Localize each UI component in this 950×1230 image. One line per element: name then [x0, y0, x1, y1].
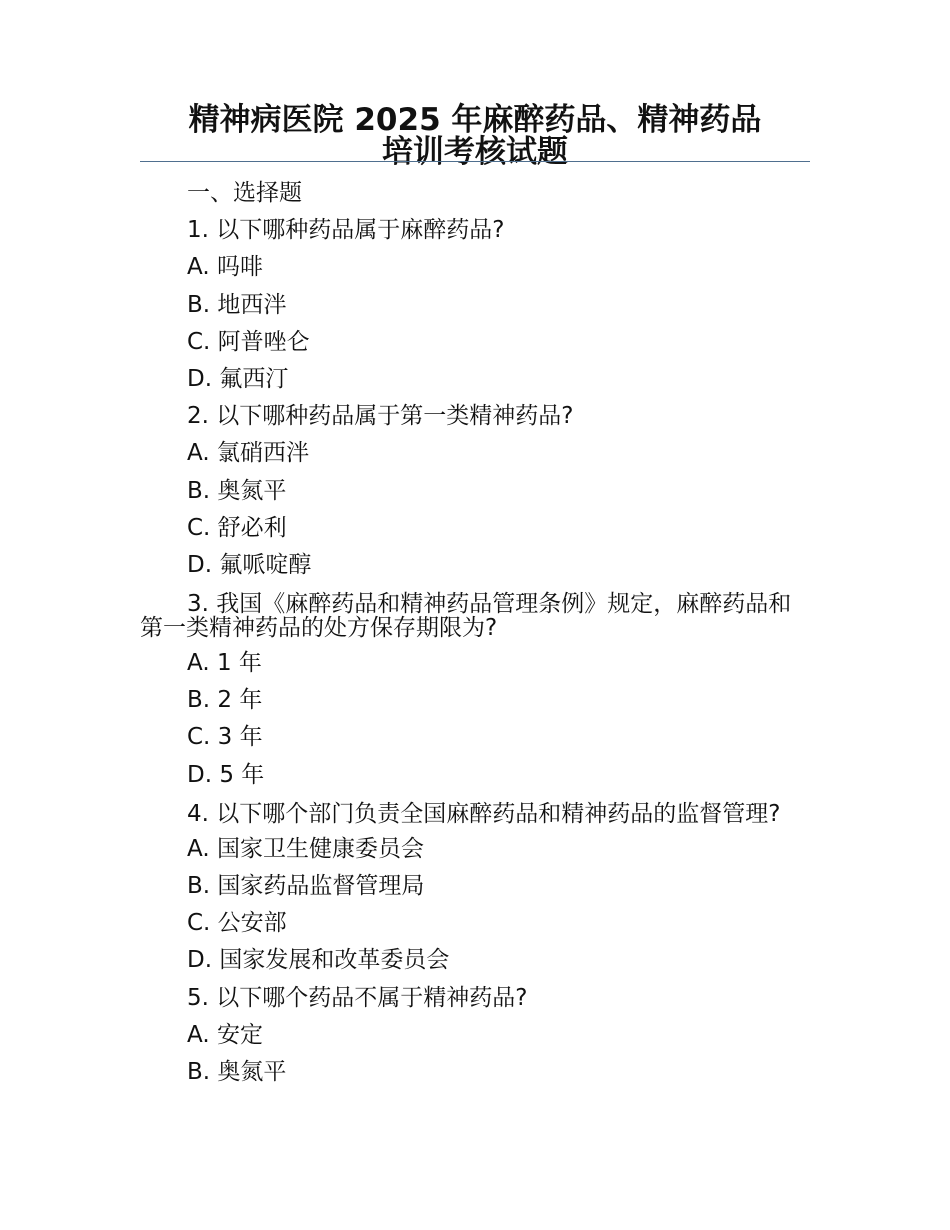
question-1-option-a: A. 吗啡: [187, 254, 263, 281]
question-4-option-d: D. 国家发展和改革委员会: [187, 947, 450, 974]
question-2-option-c: C. 舒必利: [187, 514, 287, 541]
section-heading: 一、选择题: [187, 180, 302, 206]
question-1-stem: 1. 以下哪种药品属于麻醉药品?: [187, 217, 505, 244]
question-5-option-b: B. 奥氮平: [187, 1058, 287, 1085]
question-5-option-a: A. 安定: [187, 1021, 263, 1048]
question-3-option-b: B. 2 年: [187, 687, 263, 714]
question-2-option-a: A. 氯硝西泮: [187, 440, 309, 467]
question-2-option-b: B. 奥氮平: [187, 477, 287, 504]
question-1-option-c: C. 阿普唑仑: [187, 328, 310, 355]
question-2-option-d: D. 氟哌啶醇: [187, 551, 312, 578]
question-4-option-c: C. 公安部: [187, 910, 287, 937]
question-3-option-c: C. 3 年: [187, 724, 263, 751]
document-body: [140, 175, 810, 1091]
question-4-option-a: A. 国家卫生健康委员会: [187, 835, 424, 862]
title-line-1: 精神病医院 2025 年麻醉药品、精神药品: [188, 102, 762, 138]
question-4-stem: 4. 以下哪个部门负责全国麻醉药品和精神药品的监督管理?: [187, 800, 781, 827]
question-5-stem: 5. 以下哪个药品不属于精神药品?: [187, 984, 528, 1011]
title-line-2: 培训考核试题: [382, 134, 568, 170]
document-title: [140, 104, 810, 168]
question-3-option-d: D. 5 年: [187, 761, 265, 788]
question-3-option-a: A. 1 年: [187, 650, 262, 677]
question-2-stem: 2. 以下哪种药品属于第一类精神药品?: [187, 403, 574, 430]
question-4-option-b: B. 国家药品监督管理局: [187, 873, 425, 899]
question-3-stem: 3. 我国《麻醉药品和精神药品管理条例》规定，麻醉药品和第一类精神药品的处方保存期限为?: [140, 591, 792, 642]
question-1-option-d: D. 氟西汀: [187, 365, 289, 392]
question-1-option-b: B. 地西泮: [187, 291, 287, 318]
title-underline-rule: [140, 161, 810, 162]
